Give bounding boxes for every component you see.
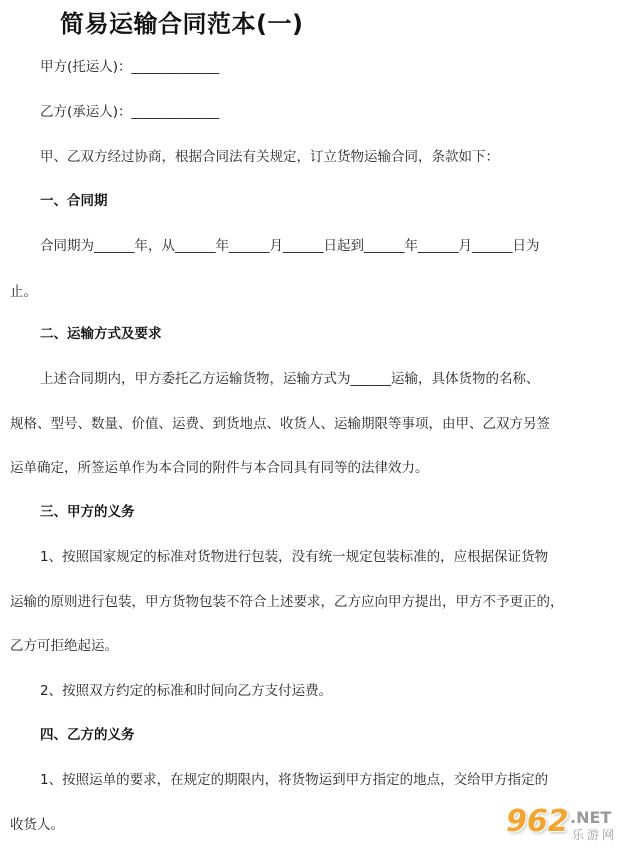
watermark-domain: .NET bbox=[570, 808, 612, 827]
transport-method-line-2: 规格、型号、数量、价值、运费、到货地点、收货人、运输期限等事项，由甲、乙双方另签 bbox=[10, 416, 550, 432]
contract-period-line-1: 合同期为______年，从______年______月______日起到______年______月______日为 bbox=[40, 238, 540, 254]
section-heading-transport-method: 二、运输方式及要求 bbox=[40, 326, 162, 342]
party-b-duties-line-1: 1、按照运单的要求，在规定的期限内，将货物运到甲方指定的地点，交给甲方指定的 bbox=[40, 772, 549, 788]
section-heading-contract-period: 一、合同期 bbox=[40, 193, 108, 209]
transport-method-line-3: 运单确定，所签运单作为本合同的附件与本合同具有同等的法律效力。 bbox=[10, 460, 429, 476]
party-a-duties-line-3: 乙方可拒绝起运。 bbox=[10, 638, 118, 654]
watermark-number: 962 bbox=[506, 804, 569, 839]
party-a-line: 甲方(托运人)：_____________ bbox=[40, 59, 220, 75]
party-b-line: 乙方(承运人)：_____________ bbox=[40, 104, 220, 120]
intro-paragraph: 甲、乙双方经过协商，根据合同法有关规定，订立货物运输合同，条款如下： bbox=[40, 149, 499, 165]
site-watermark-logo bbox=[506, 806, 634, 846]
section-heading-party-a-duties: 三、甲方的义务 bbox=[40, 504, 135, 520]
party-a-duties-line-1: 1、按照国家规定的标准对货物进行包装，没有统一规定包装标准的，应根据保证货物 bbox=[40, 549, 549, 565]
party-a-duties-line-4: 2、按照双方约定的标准和时间向乙方支付运费。 bbox=[40, 683, 333, 699]
party-a-duties-line-2: 运输的原则进行包装，甲方货物包装不符合上述要求，乙方应向甲方提出，甲方不予更正的， bbox=[10, 594, 564, 610]
party-b-duties-line-2: 收货人。 bbox=[10, 817, 64, 833]
contract-period-line-2: 止。 bbox=[10, 284, 37, 300]
transport-method-line-1: 上述合同期内，甲方委托乙方运输货物，运输方式为______运输，具体货物的名称、 bbox=[40, 371, 540, 387]
document-title: 简易运输合同范本(一) bbox=[60, 10, 304, 38]
watermark-site-name: 乐游网 bbox=[572, 828, 618, 842]
section-heading-party-b-duties: 四、乙方的义务 bbox=[40, 727, 135, 743]
